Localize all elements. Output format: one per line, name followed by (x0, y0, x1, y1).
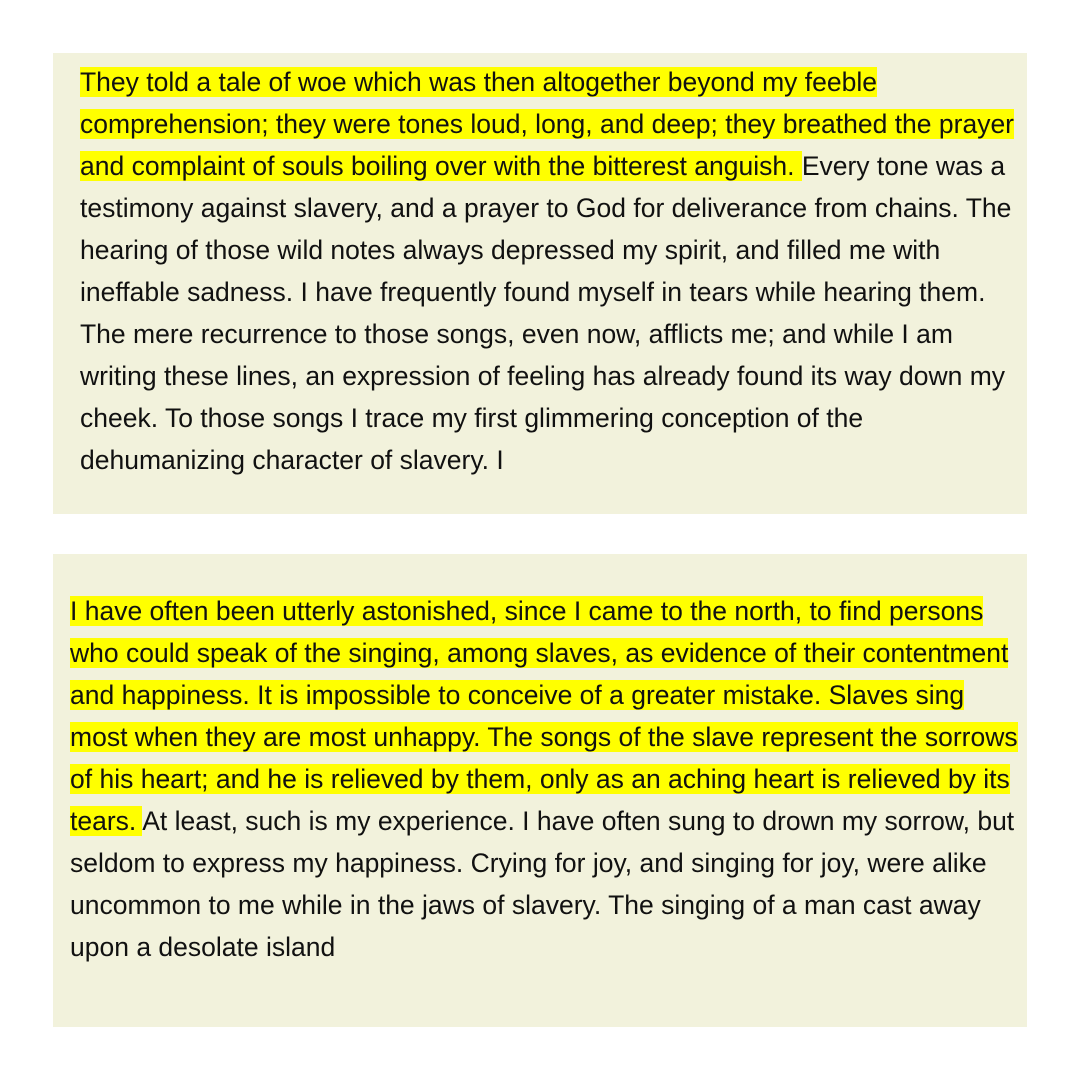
passage-2-rest[interactable]: At least, such is my experience. I have often sung to drown my sorrow, but seldom to express my happiness. Crying for joy, and singing for joy, were alike uncommon to me while in the jaws of slavery. The singing of a man cast away upon a desolate island (70, 806, 1015, 962)
passage-1[interactable] (80, 61, 1020, 481)
passage-2[interactable] (70, 590, 1020, 968)
text-excerpt-panel-2 (53, 554, 1027, 1027)
highlighted-text-2[interactable]: I have often been utterly astonished, since I came to the north, to find persons who could speak of the singing, among slaves, as evidence of their contentment and happiness. It is impossible to conceive of a greater mistake. Slaves sing most when they are most unhappy. The songs of the slave represent the sorrows of his heart; and he is relieved by them, only as an aching heart is relieved by its tears. (70, 596, 1018, 836)
text-excerpt-panel-1 (53, 53, 1027, 514)
passage-1-rest[interactable]: Every tone was a testimony against slavery, and a prayer to God for deliverance from chains. The hearing of those wild notes always depressed my spirit, and filled me with ineffable sadness. I have frequently found myself in tears while hearing them. The mere recurrence to those songs, even now, afflicts me; and while I am writing these lines, an expression of feeling has already found its way down my cheek. To those songs I trace my first glimmering conception of the dehumanizing character of slavery. I (80, 151, 1012, 475)
highlighted-text-1[interactable]: They told a tale of woe which was then altogether beyond my feeble comprehension; they were tones loud, long, and deep; they breathed the prayer and complaint of souls boiling over with the bitterest anguish. (80, 67, 1015, 181)
